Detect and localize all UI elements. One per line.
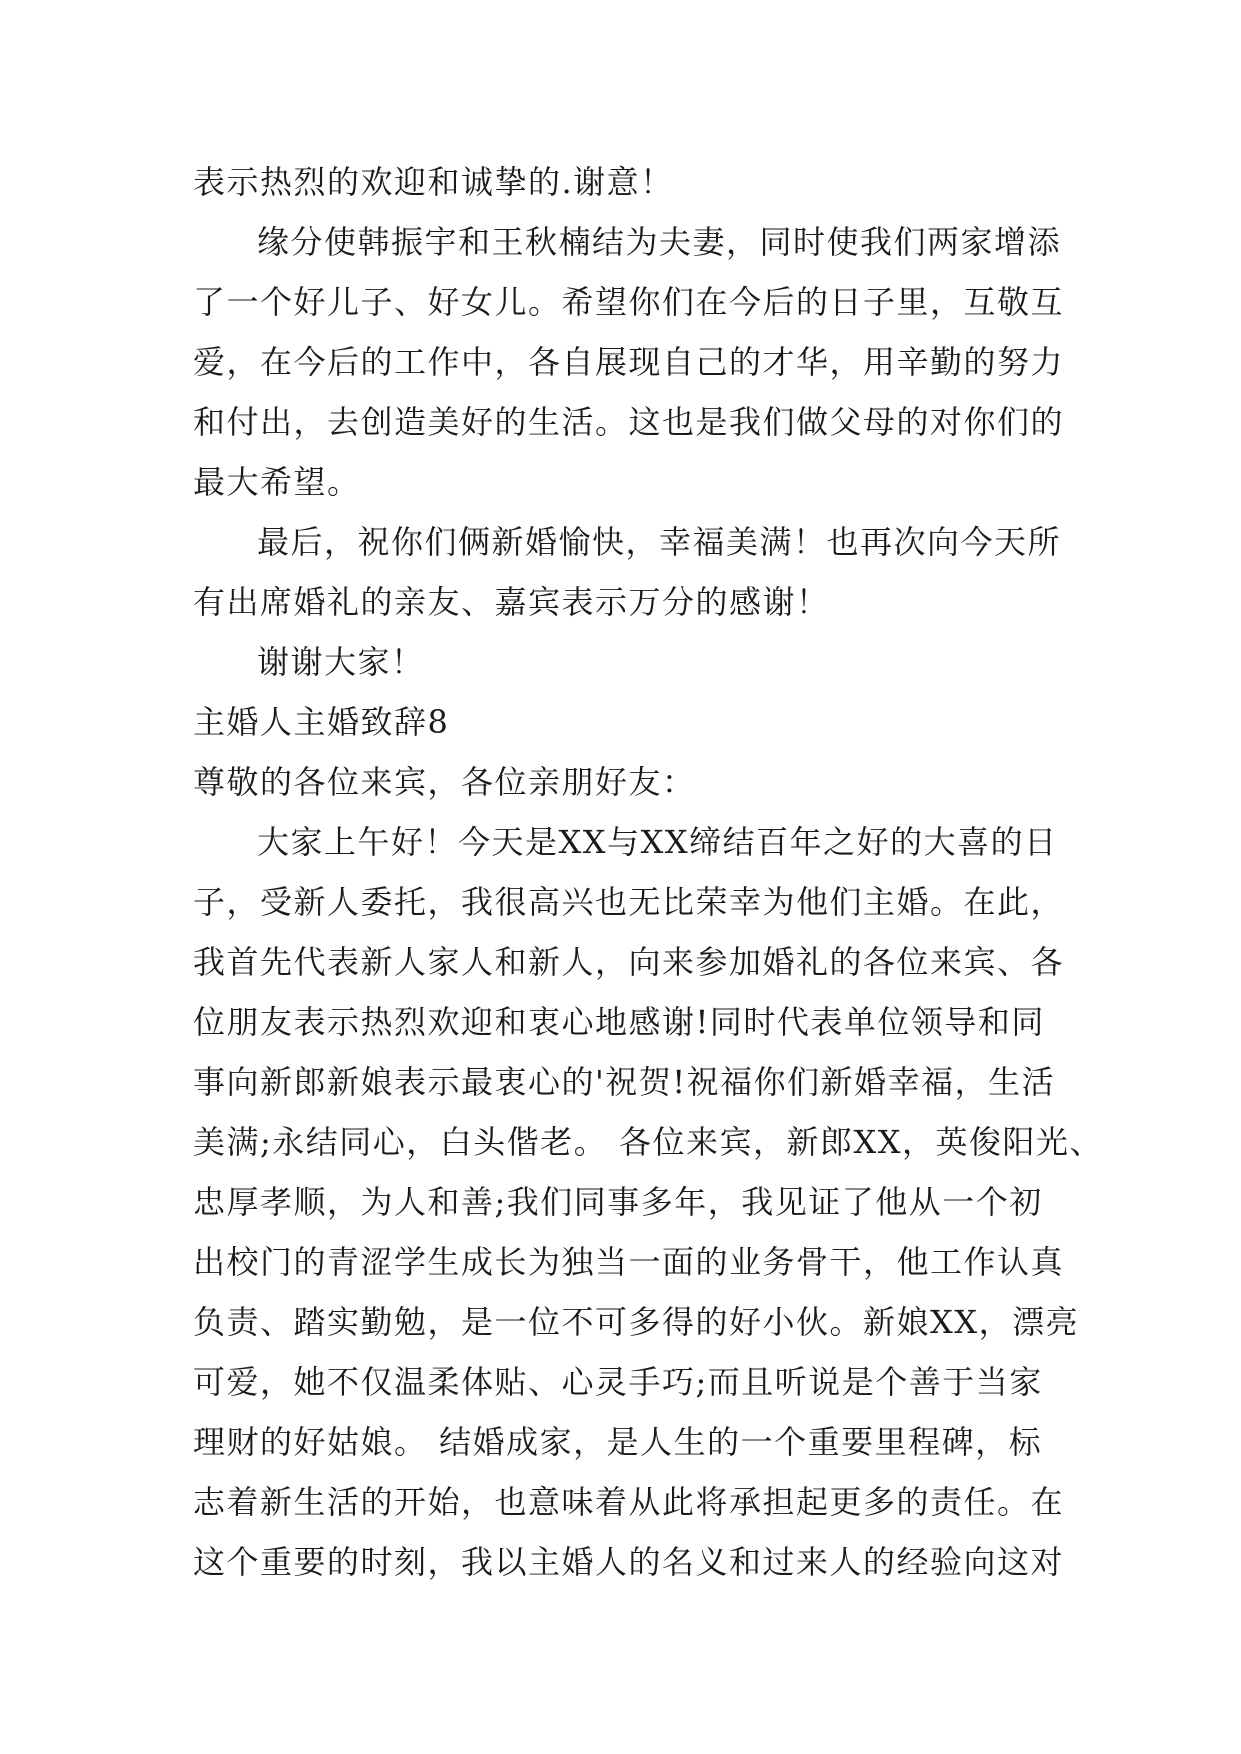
section-heading: 主婚人主婚致辞8 xyxy=(193,703,450,741)
paragraph-line: 出校门的青涩学生成长为独当一面的业务骨干，他工作认真 xyxy=(193,1243,1065,1281)
paragraph-line: 志着新生活的开始，也意味着从此将承担起更多的责任。在 xyxy=(193,1483,1065,1521)
paragraph-line: 爱，在今后的工作中，各自展现自己的才华，用辛勤的努力 xyxy=(193,343,1065,381)
paragraph-line: 我首先代表新人家人和新人，向来参加婚礼的各位来宾、各 xyxy=(193,943,1065,981)
paragraph-line: 了一个好儿子、好女儿。希望你们在今后的日子里，互敬互 xyxy=(193,283,1065,321)
paragraph-line: 有出席婚礼的亲友、嘉宾表示万分的感谢！ xyxy=(193,583,830,621)
paragraph-line: 这个重要的时刻，我以主婚人的名义和过来人的经验向这对 xyxy=(193,1543,1065,1581)
paragraph-line: 位朋友表示热烈欢迎和衷心地感谢!同时代表单位领导和同 xyxy=(193,1003,1045,1041)
paragraph-line: 和付出，去创造美好的生活。这也是我们做父母的对你们的 xyxy=(193,403,1065,441)
paragraph-line: 事向新郎新娘表示最衷心的'祝贺!祝福你们新婚幸福，生活 xyxy=(193,1063,1056,1101)
salutation-line: 尊敬的各位来宾，各位亲朋好友： xyxy=(193,763,696,801)
paragraph-line: 最大希望。 xyxy=(193,463,361,501)
document-body xyxy=(193,152,1104,1592)
paragraph-line: 表示热烈的欢迎和诚挚的.谢意！ xyxy=(193,163,674,201)
paragraph-line: 负责、踏实勤勉，是一位不可多得的好小伙。新娘XX，漂亮 xyxy=(193,1303,1080,1341)
paragraph-line: 最后，祝你们俩新婚愉快，幸福美满！也再次向今天所 xyxy=(257,523,1062,561)
paragraph-line: 美满;永结同心，白头偕老。 各位来宾，新郎XX，英俊阳光、 xyxy=(193,1123,1104,1161)
paragraph-line: 子，受新人委托，我很高兴也无比荣幸为他们主婚。在此， xyxy=(193,883,1065,921)
paragraph-line: 可爱，她不仅温柔体贴、心灵手巧;而且听说是个善于当家 xyxy=(193,1363,1043,1401)
paragraph-line: 谢谢大家！ xyxy=(257,643,425,681)
paragraph-line: 大家上午好！今天是XX与XX缔结百年之好的大喜的日 xyxy=(257,823,1058,861)
paragraph-line: 忠厚孝顺，为人和善;我们同事多年，我见证了他从一个初 xyxy=(193,1183,1043,1221)
paragraph-line: 缘分使韩振宇和王秋楠结为夫妻，同时使我们两家增添 xyxy=(257,223,1062,261)
paragraph-line: 理财的好姑娘。 结婚成家，是人生的一个重要里程碑，标 xyxy=(193,1423,1043,1461)
